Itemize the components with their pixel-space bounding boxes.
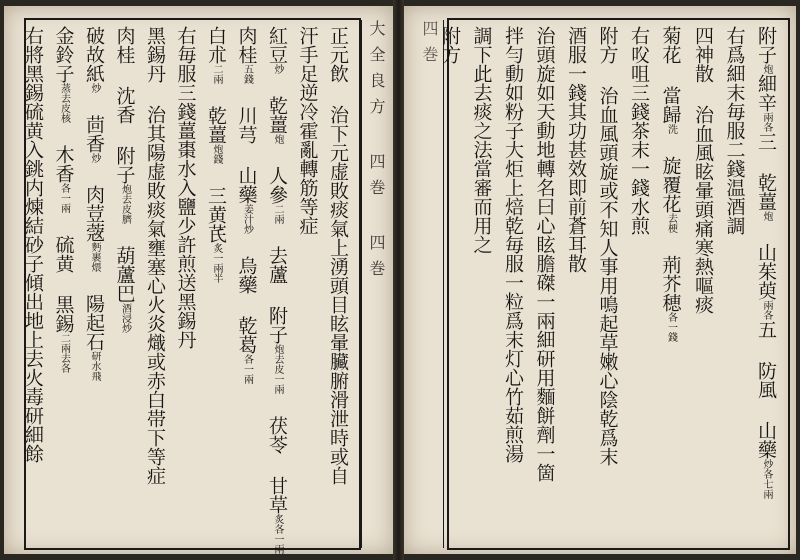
text-run: 葫蘆巴 xyxy=(113,224,136,303)
text-column xyxy=(465,26,497,542)
annotation-note: 炮 xyxy=(761,64,772,74)
text-column xyxy=(201,26,232,542)
text-run: 茴香 xyxy=(83,93,105,153)
text-column xyxy=(231,26,262,542)
annotation-note: 去梗 xyxy=(665,213,677,233)
text-run: 調下此去痰之法當審而用之 xyxy=(470,26,493,254)
annotation-note: 酒浸炒 xyxy=(119,303,131,333)
annotation-note: 炒 xyxy=(272,64,283,74)
text-run: 肉荳蔲 xyxy=(83,163,105,242)
text-run: 肉桂 沈香 附子 xyxy=(113,26,136,184)
text-run: 破故紙 xyxy=(83,26,105,83)
left-page-frame xyxy=(22,18,361,554)
left-page-margin: 大全良方 四巻 四巻 xyxy=(361,20,390,548)
annotation-note: 兩各 xyxy=(761,300,772,320)
text-run: 烏藥 乾葛 xyxy=(235,234,258,354)
text-run: 正元飲 治下元虚敗痰氣上湧頭目眩暈臟腑滑泄時或自 xyxy=(327,26,349,485)
annotation-note: 炙各一兩 xyxy=(272,514,283,554)
text-run: 汗手足逆冷霍亂轉筋等症 xyxy=(296,26,319,235)
text-column xyxy=(323,26,354,542)
text-run: 金鈴子 xyxy=(52,26,75,83)
text-run: 紅豆 xyxy=(266,26,288,64)
annotation-note: 五錢 xyxy=(241,64,253,84)
right-page xyxy=(404,6,796,554)
right-page-frame xyxy=(439,18,790,550)
annotation-note: 兩各 xyxy=(761,112,772,132)
left-page-text xyxy=(22,26,353,554)
text-column xyxy=(434,26,466,542)
text-run: 陽起石 xyxy=(83,272,105,351)
text-run: 附方 xyxy=(439,26,461,64)
text-run: 拌勻動如粉子大炬上焙乾毎服一粒爲末灯心竹茹煎湯 xyxy=(502,26,524,463)
book-gutter xyxy=(393,0,404,560)
annotation-note: 二兩 xyxy=(272,204,283,224)
text-column xyxy=(140,26,171,542)
text-run: 川芎 山藥 xyxy=(235,84,258,204)
annotation-note: 炒 xyxy=(89,83,100,93)
left-page xyxy=(4,6,393,554)
text-column xyxy=(687,26,719,542)
text-column xyxy=(262,26,293,554)
text-run: 菊花 當歸 xyxy=(659,26,682,124)
text-run: 山茱萸 xyxy=(755,221,777,300)
annotation-note: 炮去皮一兩 xyxy=(272,344,283,394)
text-run: 三黄芪 xyxy=(205,164,227,243)
annotation-note: 炮 xyxy=(761,211,772,221)
text-run: 荊芥穂 xyxy=(659,233,682,312)
text-column xyxy=(591,26,623,542)
annotation-note: 各一兩 xyxy=(241,354,253,384)
text-run: 四神散 治血風眩暈頭痛寒熱嘔痰 xyxy=(692,26,714,314)
annotation-note: 姜汁炒 xyxy=(241,204,253,234)
text-run: 附方 治血風頭旋或不知人事用鳴起草嫩心陰乾爲末 xyxy=(596,26,619,466)
annotation-note: 炮錢 xyxy=(211,144,222,164)
text-run: 附子 xyxy=(755,26,777,64)
text-column xyxy=(718,26,750,542)
text-run: 細辛 xyxy=(755,74,777,112)
text-column xyxy=(750,26,783,542)
text-run: 五 防風 山藥 xyxy=(755,320,777,459)
annotation-note: 炮去皮臍 xyxy=(119,184,131,224)
text-run: 旋覆花 xyxy=(659,134,682,213)
right-page-margin: 四巻 xyxy=(407,20,444,548)
annotation-note: 各一兩 xyxy=(58,183,70,213)
text-run: 酒服一錢其功甚效即前蒼耳散 xyxy=(565,26,587,273)
text-column xyxy=(560,26,592,542)
annotation-note: 研水飛 xyxy=(89,351,100,381)
annotation-note: 炒各七兩 xyxy=(761,459,772,499)
right-page-text xyxy=(439,26,782,542)
annotation-note: 炮 xyxy=(272,134,283,144)
text-run: 治頭旋如天動地轉名曰心眩膽磔一兩細研用麵餅劑一箇 xyxy=(533,26,556,482)
annotation-note: 洗 xyxy=(665,124,677,134)
annotation-note: 麪裹煨 xyxy=(89,242,100,272)
annotation-note: 炙一兩半 xyxy=(211,243,222,283)
text-column xyxy=(79,26,110,542)
text-column xyxy=(18,26,49,542)
text-column xyxy=(654,26,687,542)
text-run: 白朮 xyxy=(205,26,227,64)
text-run: 右㕮咀三錢茶末一錢水煎 xyxy=(628,26,650,235)
text-run: 三 乾薑 xyxy=(755,132,777,211)
text-column xyxy=(497,26,529,542)
text-run: 去蘆 附子 xyxy=(266,224,288,344)
text-run: 右將黑錫硫黄入銚内煉結砂子傾出地上去火毒研細餘 xyxy=(22,26,44,463)
text-column xyxy=(170,26,201,542)
text-run: 黑錫丹 治其陽虚敗痰氣壅塞心火炎熾或赤白帯下等症 xyxy=(144,26,166,485)
text-run: 乾薑 xyxy=(266,74,288,134)
text-column xyxy=(109,26,140,542)
text-column xyxy=(528,26,560,542)
annotation-note: 炒 xyxy=(89,153,100,163)
text-run: 乾薑 xyxy=(205,84,227,144)
annotation-note: 二兩 xyxy=(211,64,222,84)
text-column xyxy=(292,26,323,542)
text-run: 右爲細末毎服二錢温酒調 xyxy=(723,26,746,235)
text-column xyxy=(623,26,655,542)
text-run: 肉桂 xyxy=(235,26,258,64)
text-run: 茯苓 甘草 xyxy=(266,394,288,514)
text-run: 右毎服三錢薑棗水入鹽少許煎送黑錫丹 xyxy=(174,26,197,349)
annotation-note: 二兩去各 xyxy=(58,333,70,373)
text-column xyxy=(48,26,79,542)
text-run: 硫黄 黒錫 xyxy=(52,213,75,333)
annotation-note: 蒸去皮核 xyxy=(58,83,70,123)
text-run: 木香 xyxy=(52,123,75,183)
annotation-note: 各一錢 xyxy=(665,312,677,342)
text-run: 人參 xyxy=(266,144,288,204)
